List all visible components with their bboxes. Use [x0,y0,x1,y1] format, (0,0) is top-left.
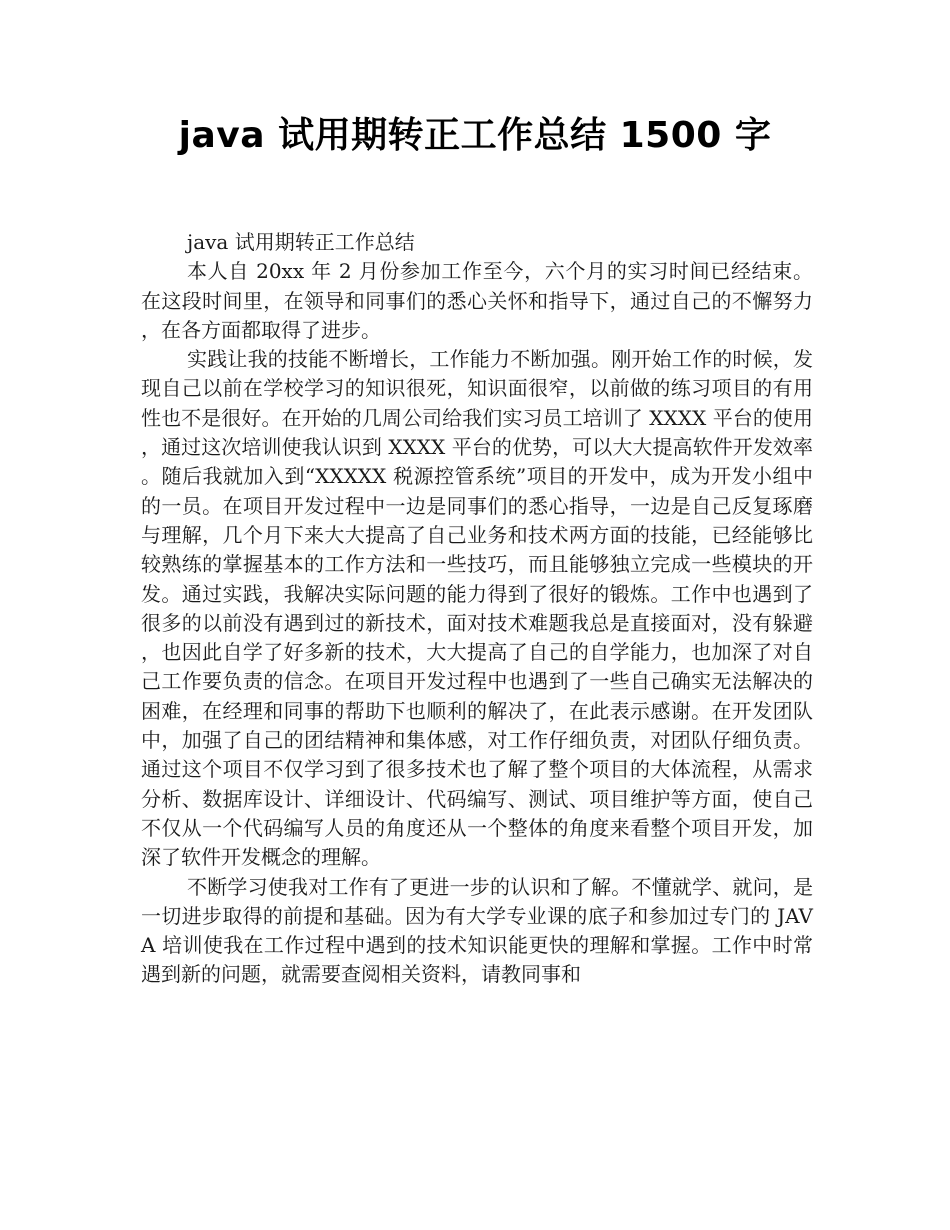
document-title: java 试用期转正工作总结 1500 字 [178,115,772,156]
document-body [141,228,813,990]
paragraph-3: 不断学习使我对工作有了更进一步的认识和了解。不懂就学、就问，是一切进步取得的前提和基础。因为有大学专业课的底子和参加过专门的 JAVA 培训使我在工作过程中遇到的技术知识能更快的理解和掌握。工作中时常遇到新的问题，就需要查阅相关资料，请教同事和 [141,874,813,987]
paragraph-2: 实践让我的技能不断增长，工作能力不断加强。刚开始工作的时候，发现自己以前在学校学习的知识很死，知识面很窄，以前做的练习项目的有用性也不是很好。在开始的几周公司给我们实习员工培训了 XXXX 平台的使用，通过这次培训使我认识到 XXXX 平台的优势，可以大大提高软件开发效率。随后我就加入到“XXXXX 税源控管系统”项目的开发中，成为开发小组中的一员。在项目开发过程中一边是同事们的悉心指导，一边是自己反复琢磨与理解，几个月下来大大提高了自己业务和技术两方面的技能，已经能够比较熟练的掌握基本的工作方法和一些技巧，而且能够独立完成一些模块的开发。通过实践，我解决实际问题的能力得到了很好的锻炼。工作中也遇到了很多的以前没有遇到过的新技术，面对技术难题我总是直接面对，没有躲避，也因此自学了好多新的技术，大大提高了自己的自学能力，也加深了对自己工作要负责的信念。在项目开发过程中也遇到了一些自己确实无法解决的困难，在经理和同事的帮助下也顺利的解决了，在此表示感谢。在开发团队中，加强了自己的团结精神和集体感，对工作仔细负责，对团队仔细负责。通过这个项目不仅学习到了很多技术也了解了整个项目的大体流程，从需求分析、数据库设计、详细设计、代码编写、测试、项目维护等方面，使自己不仅从一个代码编写人员的角度还从一个整体的角度来看整个项目开发，加深了软件开发概念的理解。 [141,347,813,870]
document-subtitle: java 试用期转正工作总结 [187,230,415,254]
paragraph-1: 本人自 20xx 年 2 月份参加工作至今，六个月的实习时间已经结束。在这段时间里，在领导和同事们的悉心关怀和指导下，通过自己的不懈努力，在各方面都取得了进步。 [141,259,813,342]
